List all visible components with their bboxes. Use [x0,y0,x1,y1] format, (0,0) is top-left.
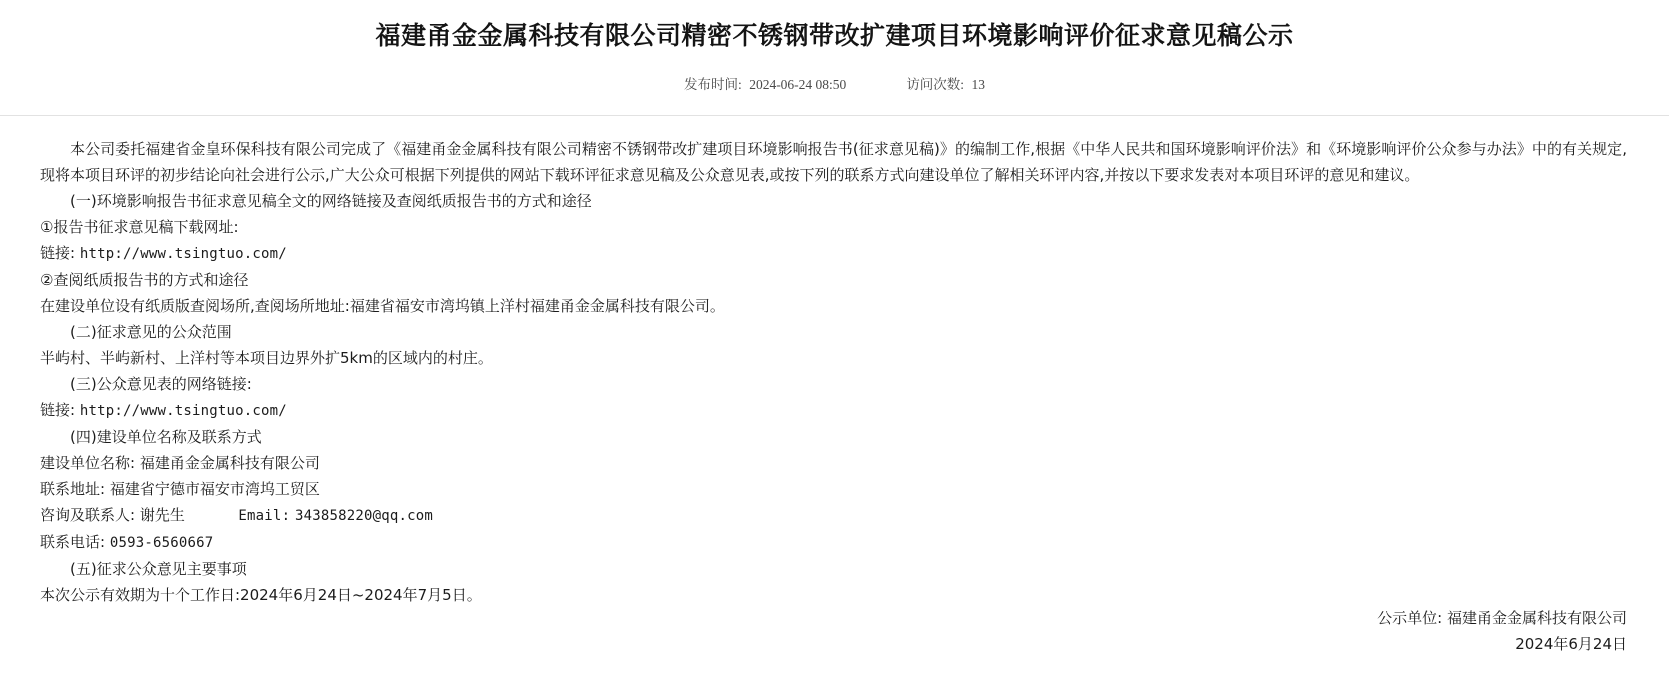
visit-count-label: 访问次数: [906,76,965,92]
intro-paragraph: 本公司委托福建省金皇环保科技有限公司完成了《福建甬金金属科技有限公司精密不锈钢带改扩建项目环境影响报告书(征求意见稿)》的编制工作,根据《中华人民共和国环境影响评价法》和《环境影响评价公众参与办法》中的有关规定,现将本项目环评的初步结论向社会进行公示,广大公众可根据下列提供的网站下载环评征求意见稿及公众意见表,或按下列的联系方式向建设单位了解相关环评内容,并按以下要求发表对本项目环评的意见和建议。 [40,139,1627,184]
contact-value: 谢先生 [139,505,185,524]
opinion-form-link[interactable]: http://www.tsingtuo.com/ [79,402,287,419]
visit-count [906,73,985,93]
email-label: Email: [238,507,291,524]
unit-name-value: 福建甬金金属科技有限公司 [139,453,320,472]
section-3-heading: (三)公众意见表的网络链接: [70,374,252,393]
signature-date: 2024年6月24日 [1515,635,1627,653]
report-download-link[interactable]: http://www.tsingtuo.com/ [79,245,287,262]
section-1-heading: (一)环境影响报告书征求意见稿全文的网络链接及查阅纸质报告书的方式和途径 [70,191,592,210]
section-2-text: 半屿村、半屿新村、上洋村等本项目边界外扩5km的区域内的村庄。 [40,348,493,367]
phone-label: 联系电话: [40,532,106,551]
email-value[interactable]: 343858220@qq.com [294,507,434,524]
section-5-text: 本次公示有效期为十个工作日:2024年6月24日~2024年7月5日。 [40,585,482,604]
address-row [40,476,1627,502]
contact-label: 咨询及联系人: [40,505,136,524]
address-label: 联系地址: [40,479,106,498]
signature-unit-value: 福建甬金金属科技有限公司 [1446,609,1627,627]
section-1-item-1: ①报告书征求意见稿下载网址: [40,217,239,236]
contact-row [40,502,1627,529]
document-page [0,12,1669,675]
publish-time-value: 2024-06-24 08:50 [749,76,847,92]
page-title: 福建甬金金属科技有限公司精密不锈钢带改扩建项目环境影响评价征求意见稿公示 [375,21,1294,50]
section-1-item-2-text: 在建设单位设有纸质版查阅场所,查阅场所地址:福建省福安市湾坞镇上洋村福建甬金金属科技有限公司。 [40,296,725,315]
publish-time-label: 发布时间: [684,76,742,92]
visit-count-value: 13 [971,76,985,92]
link-label-2: 链接: [40,400,76,419]
phone-value: 0593-6560667 [109,534,214,551]
publish-time [684,73,846,93]
link-label-1: 链接: [40,243,76,262]
section-1-link-row [40,240,1627,267]
signature-block [1377,605,1627,657]
address-value: 福建省宁德市福安市湾坞工贸区 [109,479,320,498]
document-meta [0,73,1669,93]
section-4-heading: (四)建设单位名称及联系方式 [70,427,262,446]
section-5-heading: (五)征求公众意见主要事项 [70,559,247,578]
unit-name-row [40,450,1627,476]
signature-unit-row [1377,605,1627,631]
unit-name-label: 建设单位名称: [40,453,136,472]
document-body [0,116,1669,608]
phone-row [40,529,1627,556]
section-2-heading: (二)征求意见的公众范围 [70,322,232,341]
section-1-item-2: ②查阅纸质报告书的方式和途径 [40,270,249,289]
signature-unit-label: 公示单位: [1377,609,1443,627]
section-3-link-row [40,397,1627,424]
